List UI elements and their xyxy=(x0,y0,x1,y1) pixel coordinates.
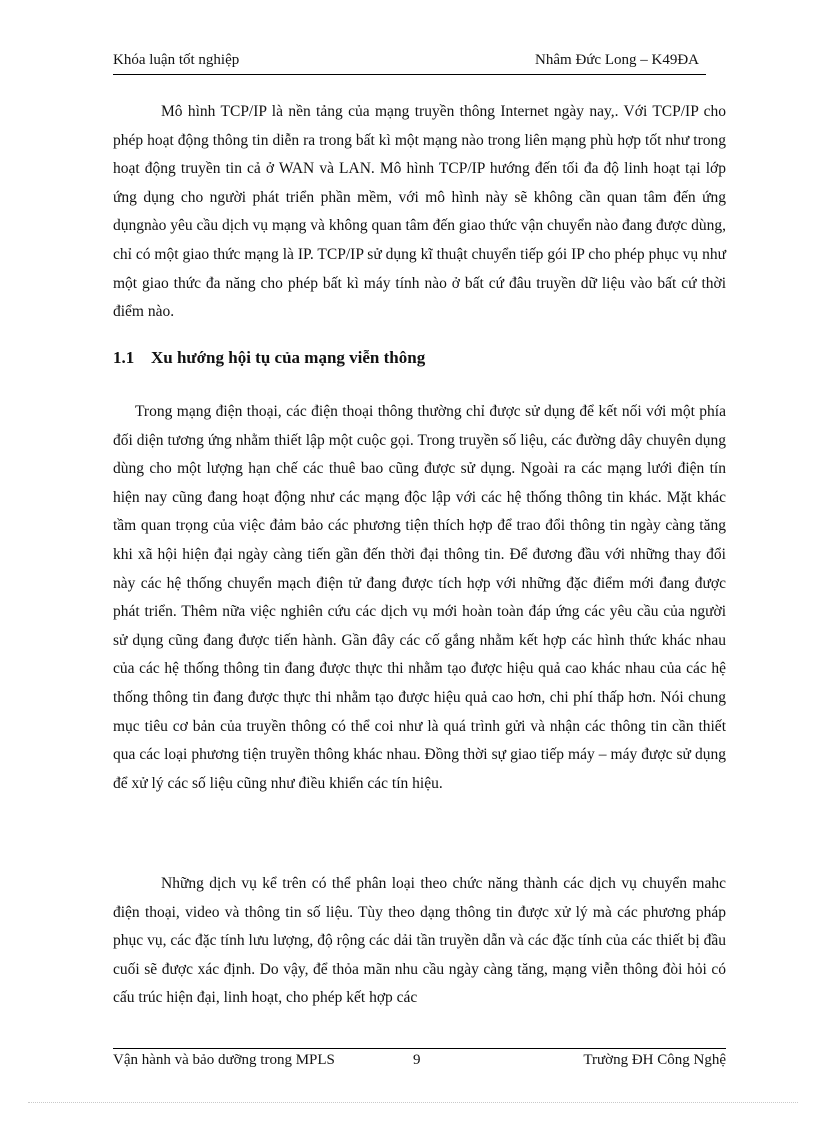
header-right-text: Nhâm Đức Long – K49ĐA xyxy=(535,52,699,68)
page-footer xyxy=(113,1048,726,1073)
footer-left-text: Vận hành và bảo dưỡng trong MPLS xyxy=(113,1052,335,1068)
footer-page-number: 9 xyxy=(413,1052,421,1068)
paragraph-telephone-networks: Trong mạng điện thoại, các điện thoại thông thường chỉ được sử dụng để kết nối với một phía đối diện tương ứng nhằm thiết lập một cuộc gọi. Trong truyền số liệu, các đường dây chuyên dụng dùng cho một lượng hạn chế các thuê bao cũng được sử dụng. Ngoài ra các mạng lưới điện tín hiện nay cũng đang hoạt động như các mạng độc lập với các hệ thống thông tin khác. Mặt khác tầm quan trọng của việc đảm bảo các phương tiện thích hợp để trao đổi thông tin ngày càng tăng khi xã hội hiện đại ngày càng tiến gần đến thời đại thông tin. Để đương đầu với những thay đổi này các hệ thống chuyển mạch điện tử đang được tích hợp với những đặc điểm mới đang được phát triển. Thêm nữa việc nghiên cứu các dịch vụ mới hoàn toàn đáp ứng các yêu cầu của người sử dụng cũng đang được tiến hành. Gần đây các cố gắng nhằm kết hợp các hình thức khác nhau của các hệ thống thông tin đang được thực thi nhằm tạo được hiệu quả cao khác nhau của các hệ thống thông tin đang được thực thi nhằm tạo được hiệu quả cao hơn, chi phí thấp hơn. Nói chung mục tiêu cơ bản của truyền thông có thể coi như là quá trình gửi và nhận các thông tin cần thiết qua các loại phương tiện truyền thông khác nhau. Đồng thời sự giao tiếp máy – máy được sử dụng để xử lý các số liệu cũng như điều khiển các tín hiệu. xyxy=(113,403,726,792)
section-number: 1.1 xyxy=(113,348,135,367)
footer-right-text: Trường ĐH Công Nghệ xyxy=(583,1052,726,1068)
section-title: Xu hướng hội tụ của mạng viễn thông xyxy=(151,348,426,367)
section-heading xyxy=(113,348,425,368)
page-header xyxy=(113,52,706,75)
paragraph-service-classification: Những dịch vụ kể trên có thể phân loại theo chức năng thành các dịch vụ chuyển mahc điện thoại, video và thông tin số liệu. Tùy theo dạng thông tin được xử lý mà các phương pháp phục vụ, các đặc tính lưu lượng, độ rộng các dải tần truyền dẫn và các đặc tính của các thiết bị đầu cuối sẽ được xác định. Do vậy, để thỏa mãn nhu cầu ngày càng tăng, mạng viễn thông đòi hỏi có cấu trúc hiện đại, linh hoạt, cho phép kết hợp các xyxy=(113,875,726,1007)
header-left-text: Khóa luận tốt nghiệp xyxy=(113,52,240,68)
paragraph-tcpip-intro: Mô hình TCP/IP là nền tảng của mạng truyền thông Internet ngày nay,. Với TCP/IP cho phép hoạt động thông tin diễn ra trong bất kì một mạng nào trong liên mạng phù hợp tốt như trong hoạt động truyền tin cả ở WAN và LAN. Mô hình TCP/IP hướng đến tối đa độ linh hoạt tại lớp ứng dụng cho người phát triển phần mềm, với mô hình này sẽ không cần quan tâm đến ứng dụngnào yêu cầu dịch vụ mạng và không quan tâm đến giao thức vận chuyển nào đang được dùng, chỉ có một giao thức mạng là IP. TCP/IP sử dụng kĩ thuật chuyển tiếp gói IP cho phép phục vụ như một giao thức đa năng cho phép bất kì máy tính nào ở bất cứ đâu truyền dữ liệu vào bất cứ thời điểm nào. xyxy=(113,103,726,321)
page-edge-divider xyxy=(28,1102,798,1103)
